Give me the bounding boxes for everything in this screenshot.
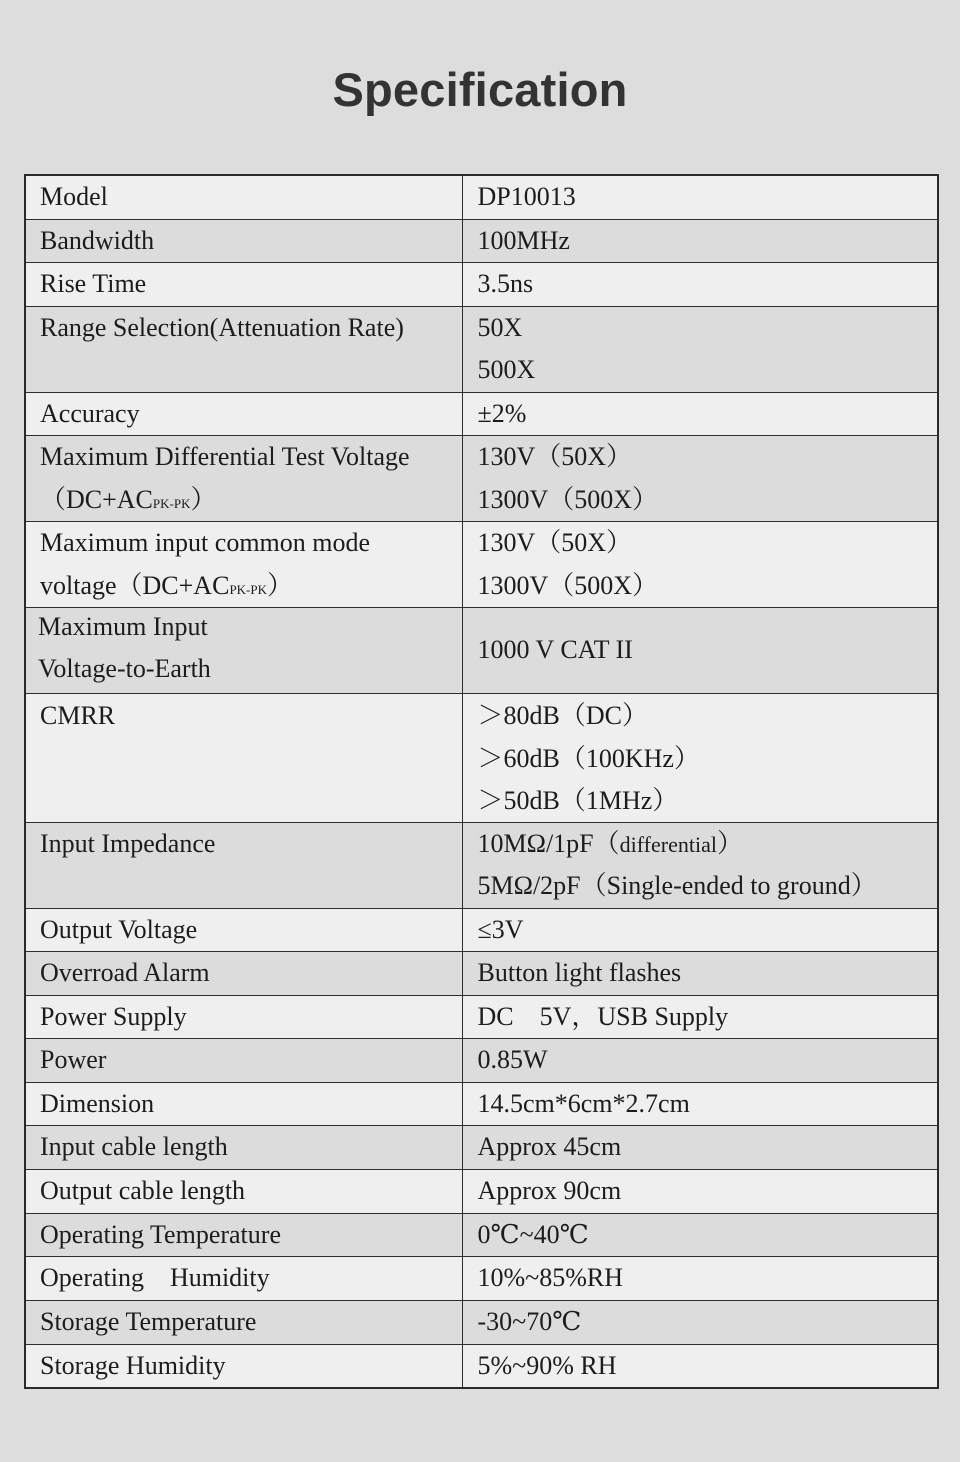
table-row [25,1300,938,1344]
spec-value-line: 1300V（500X） [477,484,659,514]
spec-value: 1000 V CAT II [462,608,938,694]
spec-value-line: 130V（50X） [477,442,633,471]
spec-value: Approx 90cm [462,1170,938,1214]
spec-label-line [40,479,462,522]
table-row [25,908,938,952]
spec-value: DP10013 [462,175,938,219]
spec-label: Power [25,1039,462,1083]
spec-label-line: Maximum Differential Test Voltage [40,442,410,471]
spec-value: 5%~90% RH [462,1344,938,1388]
spec-label: Input cable length [25,1126,462,1170]
spec-value-line [478,823,938,866]
spec-value: 100MHz [462,219,938,263]
spec-label: Rise Time [25,263,462,307]
table-row [25,1213,938,1257]
spec-value-line: 5MΩ/2pF（Single-ended to ground） [477,871,877,900]
spec-value-line: ＞50dB（1MHz） [477,786,679,815]
spec-value: ±2% [462,392,938,436]
spec-label-line: Voltage-to-Earth [38,654,211,683]
spec-label: Dimension [25,1082,462,1126]
table-row [25,263,938,307]
spec-value-line: 500X [477,355,536,384]
spec-value: ≤3V [462,908,938,952]
spec-label [25,436,462,522]
spec-label-line: Maximum Input [38,612,208,641]
spec-label [25,522,462,608]
subscript-text: PK-PK [229,581,268,597]
spec-label: Range Selection(Attenuation Rate) [25,306,462,392]
label-text: ） [267,570,294,600]
spec-label: Output Voltage [25,908,462,952]
spec-value: 0℃~40℃ [462,1213,938,1257]
spec-value: -30~70℃ [462,1300,938,1344]
table-row [25,694,938,823]
spec-value: 0.85W [462,1039,938,1083]
table-row [25,1344,938,1388]
table-row [25,436,938,522]
table-row [25,608,938,694]
spec-label [25,608,462,694]
label-text: （DC+AC [40,484,153,514]
spec-label: Operating Humidity [25,1257,462,1301]
table-row [25,952,938,996]
spec-value [462,436,938,522]
spec-value-line: ＞80dB（DC） [477,701,648,730]
spec-label: Bandwidth [25,219,462,263]
spec-value: DC 5V，USB Supply [462,995,938,1039]
table-row [25,1170,938,1214]
spec-label: Accuracy [25,392,462,436]
spec-label-line: Maximum input common mode [40,528,371,557]
spec-label-line [40,565,462,608]
value-text: 10MΩ/1pF（ [477,828,620,858]
spec-value-line: 1300V（500X） [477,570,659,600]
table-row [25,522,938,608]
value-text-small: differential [619,831,717,857]
spec-value [462,694,938,823]
table-row [25,995,938,1039]
spec-value [462,522,938,608]
table-row [25,175,938,219]
spec-label: Power Supply [25,995,462,1039]
table-row [25,1082,938,1126]
subscript-text: PK-PK [152,495,191,511]
label-text: ） [190,484,217,514]
spec-label: Output cable length [25,1170,462,1214]
spec-value: Button light flashes [462,952,938,996]
table-row [25,219,938,263]
page-title: Specification [332,63,628,116]
spec-value-line: 130V（50X） [477,528,633,557]
spec-label: Input Impedance [25,822,462,908]
spec-label: Model [25,175,462,219]
value-text: ） [716,828,743,858]
spec-value-line: 50X [477,312,523,342]
label-text: voltage（DC+AC [40,570,230,600]
spec-value: 10%~85%RH [462,1257,938,1301]
spec-value: 3.5ns [462,263,938,307]
table-row [25,1257,938,1301]
spec-value [462,822,938,908]
spec-value: Approx 45cm [462,1126,938,1170]
spec-label: CMRR [25,694,462,823]
spec-label: Overroad Alarm [25,952,462,996]
spec-value [462,306,938,392]
table-row [25,1039,938,1083]
spec-value-line: ＞60dB（100KHz） [477,743,700,773]
table-row [25,822,938,908]
spec-value: 14.5cm*6cm*2.7cm [462,1082,938,1126]
table-row [25,306,938,392]
spec-table [24,174,939,1389]
spec-label: Storage Temperature [25,1300,462,1344]
spec-label: Operating Temperature [25,1213,462,1257]
spec-label: Storage Humidity [25,1344,462,1388]
table-row [25,1126,938,1170]
table-row [25,392,938,436]
